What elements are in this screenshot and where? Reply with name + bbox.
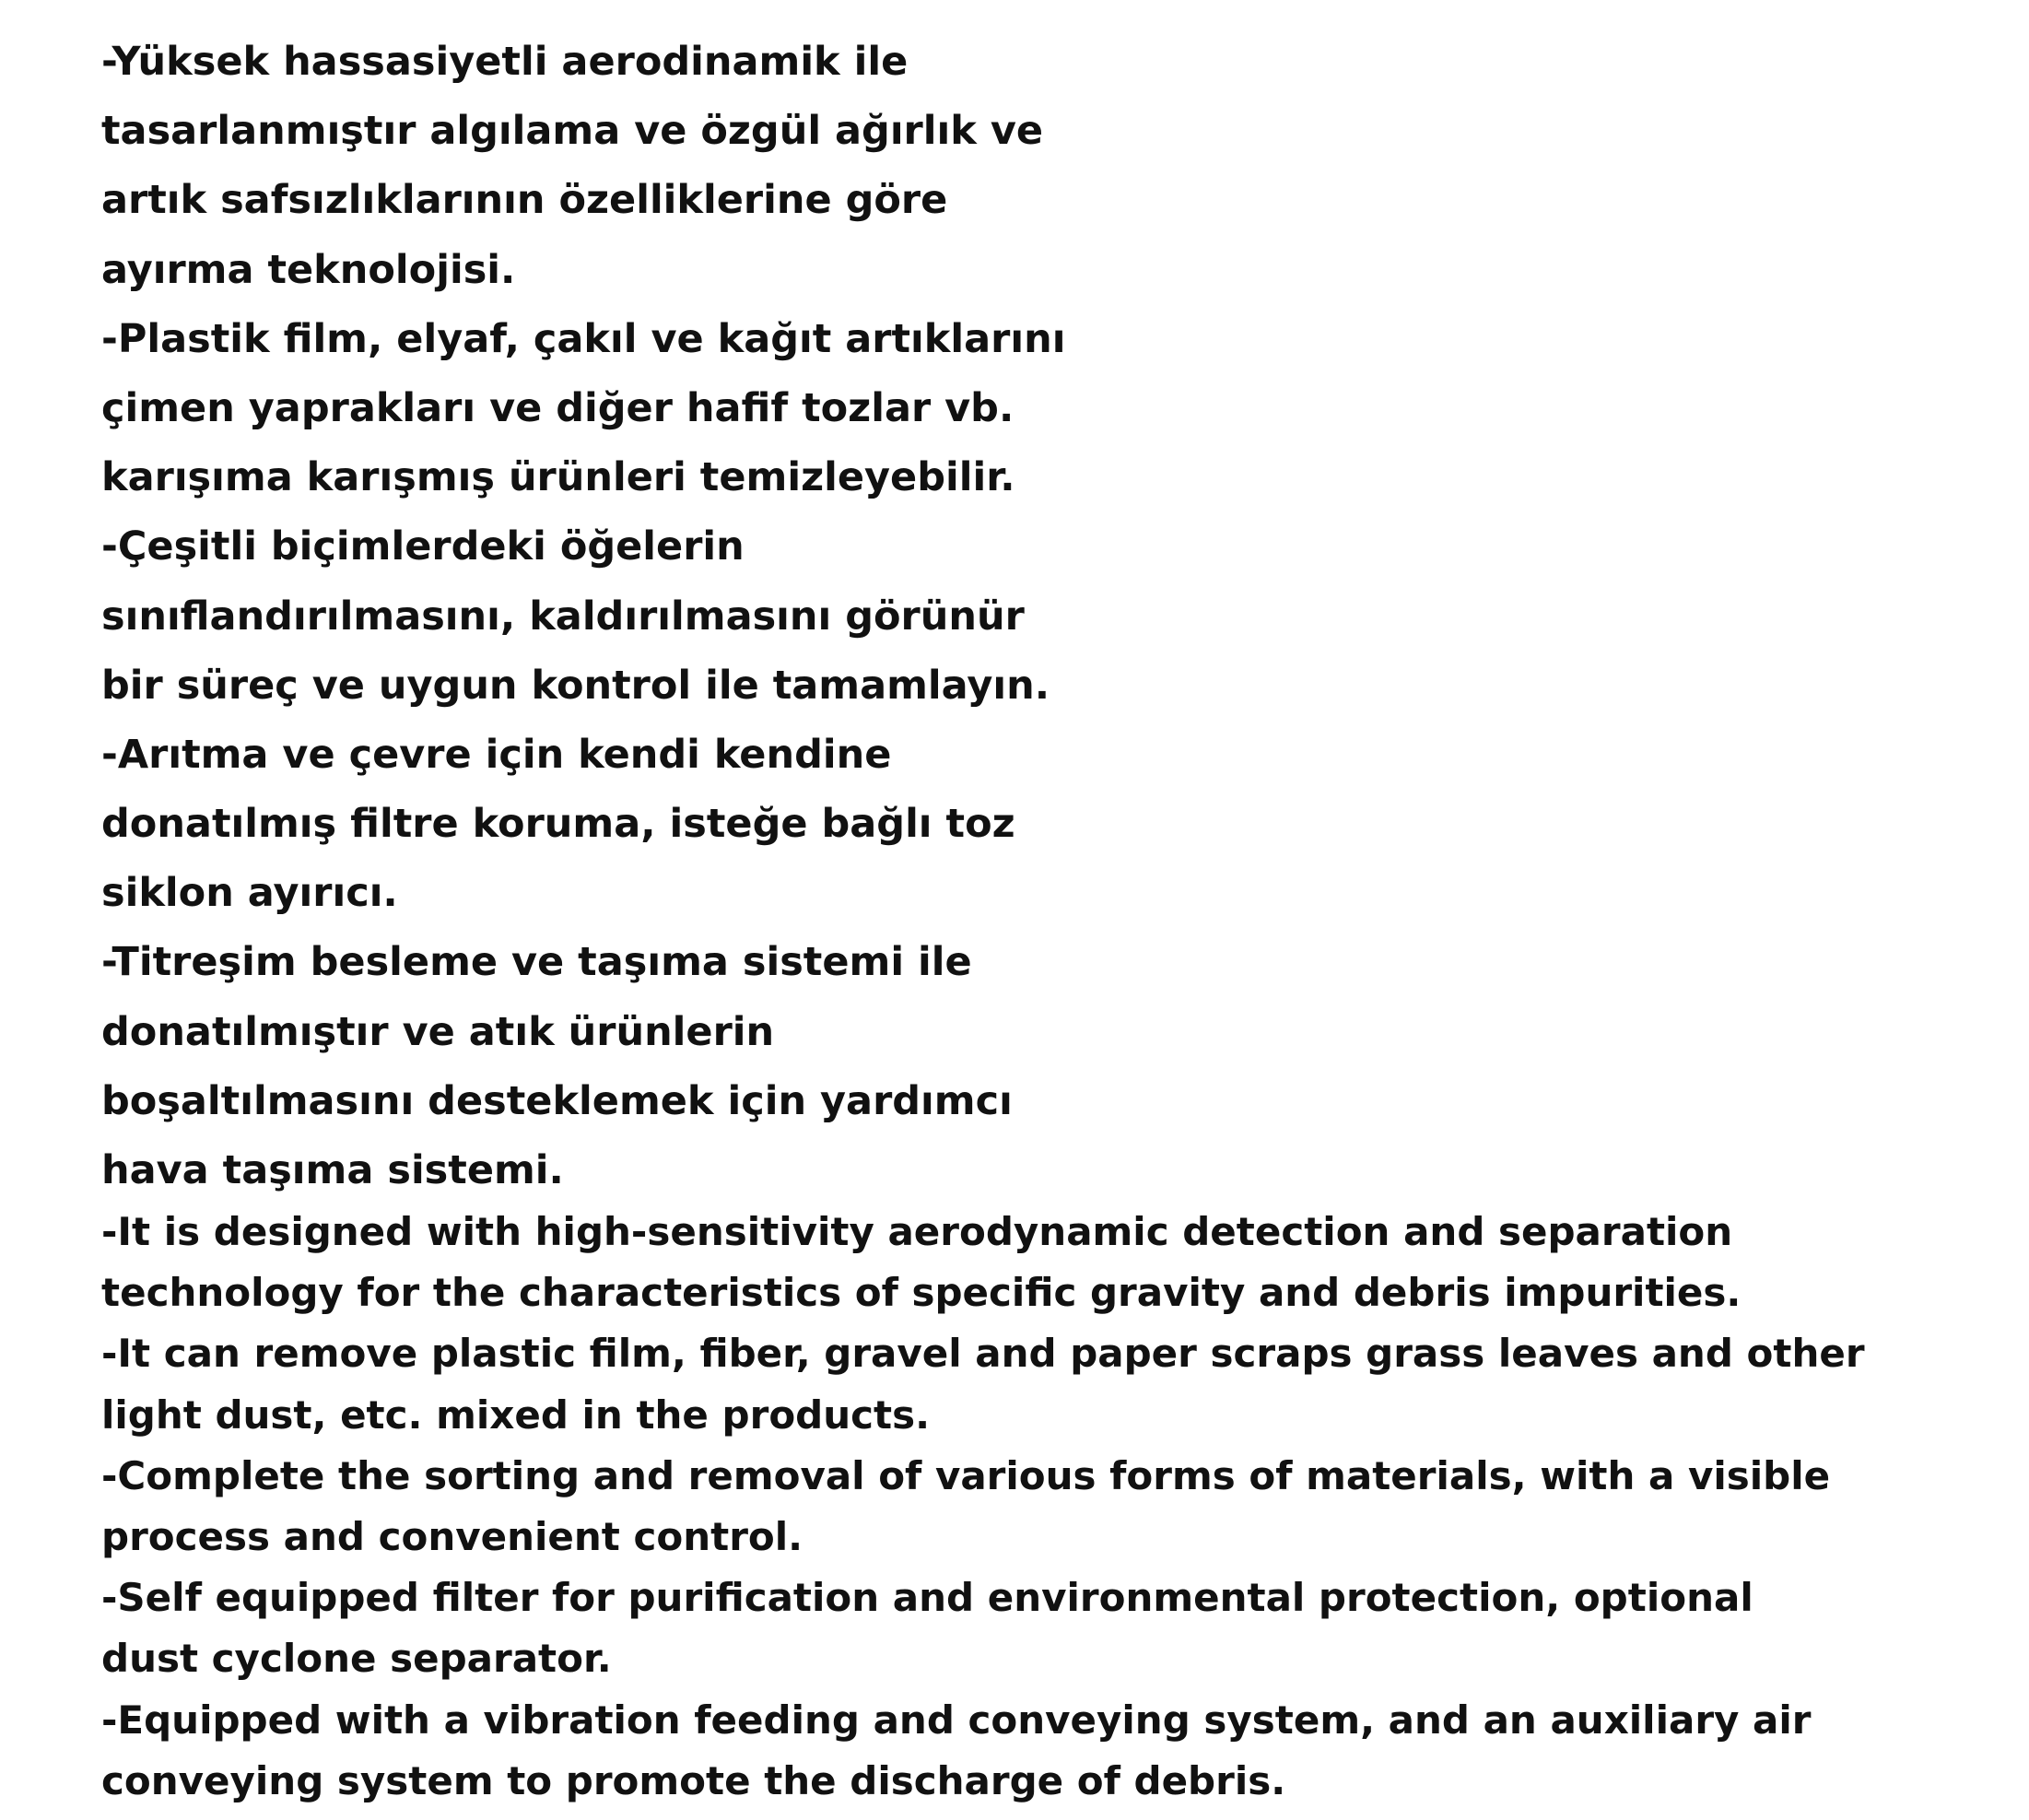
english-line: -It can remove plastic film, fiber, gravel and paper scraps grass leaves and other [101, 1331, 1865, 1377]
english-line: -Self equipped filter for purification and environmental protection, optional [101, 1575, 1753, 1621]
english-line: conveying system to promote the discharge of debris. [101, 1757, 1286, 1803]
english-line: -Complete the sorting and removal of various forms of materials, with a visible [101, 1452, 1831, 1498]
turkish-line: bir süreç ve uygun kontrol ile tamamlayın. [101, 662, 1050, 709]
turkish-line: ayırma teknolojisi. [101, 246, 516, 293]
turkish-feature-list [101, 28, 1299, 1205]
turkish-line: çimen yaprakları ve diğer hafif tozlar vb. [101, 384, 1014, 431]
english-line: -Equipped with a vibration feeding and conveying system, and an auxiliary air [101, 1697, 1812, 1743]
english-line: technology for the characteristics of specific gravity and debris impurities. [101, 1270, 1742, 1316]
turkish-line: -Arıtma ve çevre için kendi kendine [101, 731, 892, 778]
turkish-line: siklon ayırıcı. [101, 870, 398, 917]
turkish-line: karışıma karışmış ürünleri temizleyebilir. [101, 454, 1015, 501]
turkish-line: sınıflandırılmasını, kaldırılmasını görünür [101, 593, 1025, 640]
english-line: process and convenient control. [101, 1513, 803, 1559]
turkish-line: -Plastik film, elyaf, çakıl ve kağıt artıklarını [101, 315, 1066, 362]
turkish-line: hava taşıma sistemi. [101, 1147, 564, 1193]
turkish-line: tasarlanmıştır algılama ve özgül ağırlık ve [101, 108, 1044, 155]
turkish-line: -Çeşitli biçimlerdeki öğelerin [101, 523, 745, 570]
turkish-line: donatılmış filtre koruma, isteğe bağlı toz [101, 801, 1015, 848]
turkish-line: -Yüksek hassasiyetli aerodinamik ile [101, 39, 909, 85]
english-line: light dust, etc. mixed in the products. [101, 1391, 931, 1438]
english-feature-list [101, 1202, 2018, 1812]
turkish-line: boşaltılmasını desteklemek için yardımcı [101, 1077, 1013, 1124]
turkish-line: artık safsızlıklarının özelliklerine göre [101, 177, 948, 224]
english-line: -It is designed with high-sensitivity aerodynamic detection and separation [101, 1209, 1733, 1254]
turkish-line: -Titreşim besleme ve taşıma sistemi ile [101, 939, 972, 986]
turkish-line: donatılmıştır ve atık ürünlerin [101, 1008, 775, 1055]
english-line: dust cyclone separator. [101, 1636, 612, 1682]
